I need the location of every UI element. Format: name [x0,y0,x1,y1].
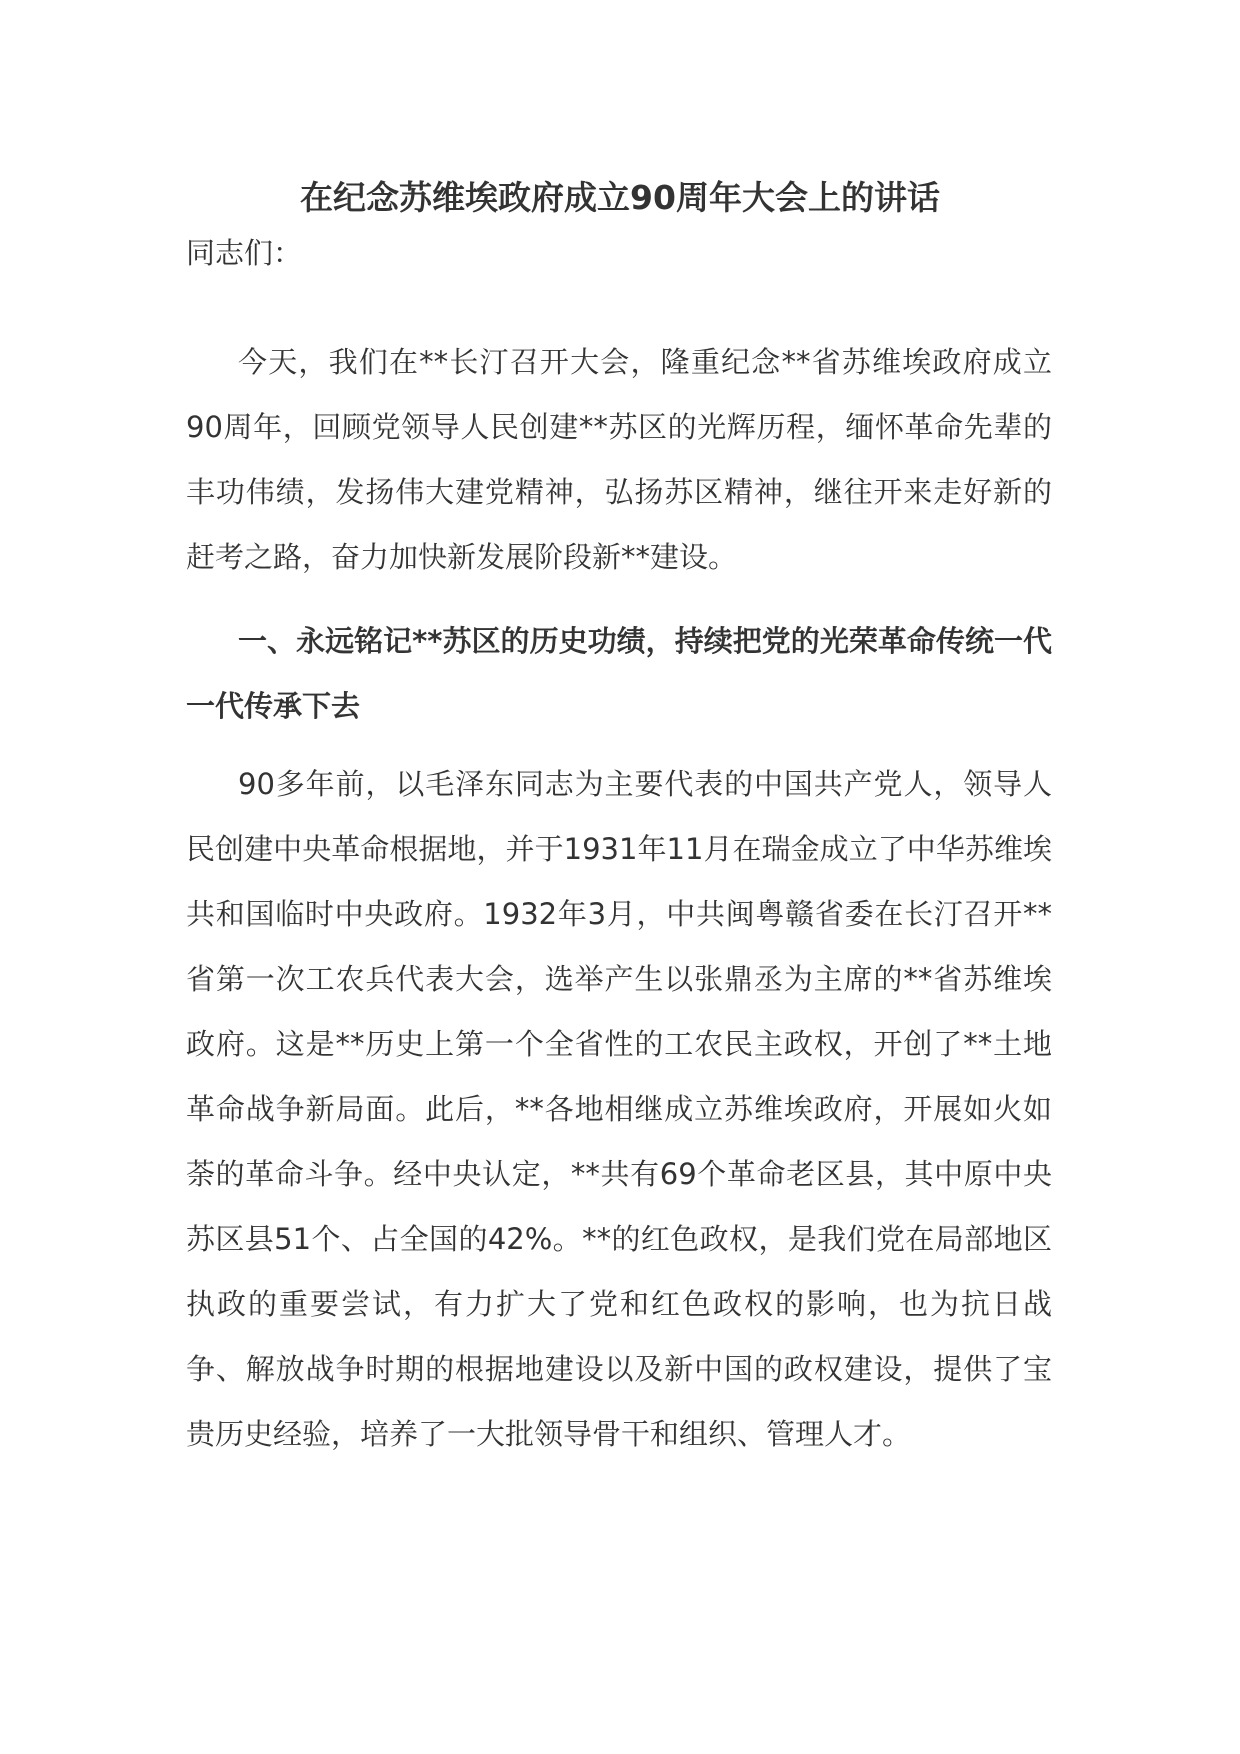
section-heading-1: 一、永远铭记**苏区的历史功绩，持续把党的光荣革命传统一代一代传承下去 [186,624,1052,723]
paragraph-history: 90多年前，以毛泽东同志为主要代表的中国共产党人，领导人民创建中央革命根据地，并于1931年11月在瑞金成立了中华苏维埃共和国临时中央政府。1932年3月，中共闽粤赣省委在长汀召开**省第一次工农兵代表大会，选举产生以张鼎丞为主席的**省苏维埃政府。这是**历史上第一个全省性的工农民主政权，开创了**土地革命战争新局面。此后，**各地相继成立苏维埃政府，开展如火如荼的革命斗争。经中央认定，**共有69个革命老区县，其中原中央苏区县51个、占全国的42%。**的红色政权，是我们党在局部地区执政的重要尝试，有力扩大了党和红色政权的影响，也为抗日战争、解放战争时期的根据地建设以及新中国的政权建设，提供了宝贵历史经验，培养了一大批领导骨干和组织、管理人才。 [186,767,1052,1451]
document-title: 在纪念苏维埃政府成立90周年大会上的讲话 [300,178,940,217]
salutation: 同志们： [186,236,303,270]
paragraph-intro: 今天，我们在**长汀召开大会，隆重纪念**省苏维埃政府成立90周年，回顾党领导人民创建**苏区的光辉历程，缅怀革命先辈的丰功伟绩，发扬伟大建党精神，弘扬苏区精神，继往开来走好新的赶考之路，奋力加快新发展阶段新**建设。 [186,345,1052,574]
